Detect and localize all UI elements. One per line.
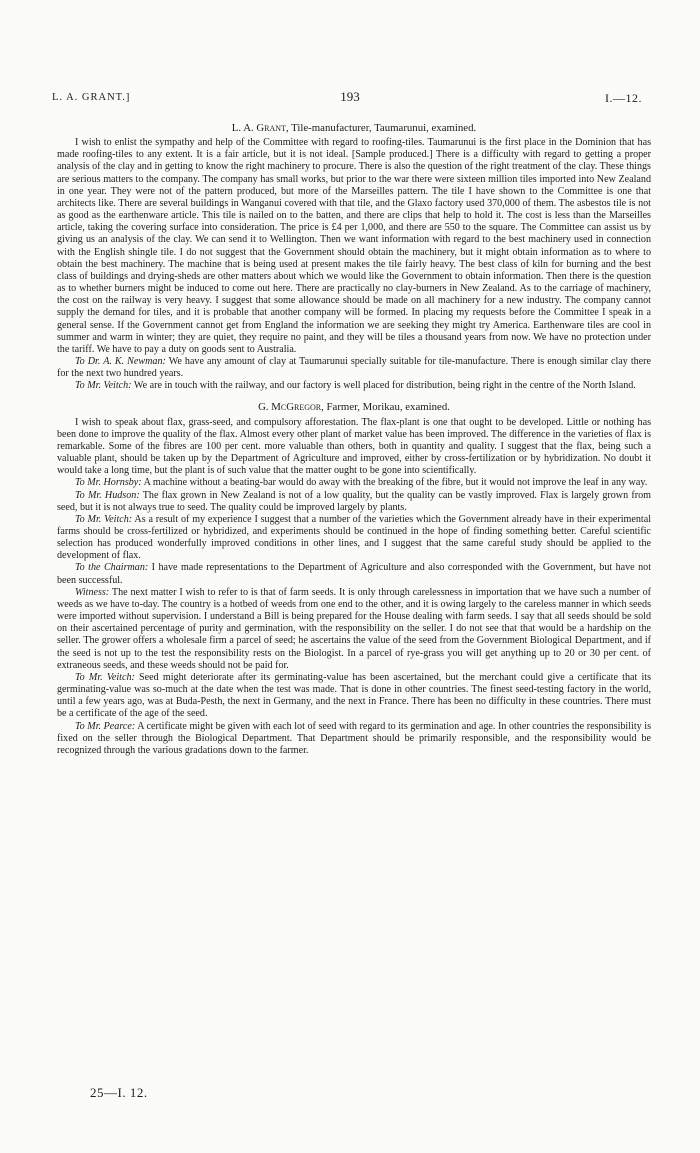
document-body	[57, 122, 651, 757]
witness-description: , Farmer, Morikau, examined.	[321, 401, 450, 414]
paragraph: To Mr. Pearce: A certificate might be given with each lot of seed with regard to its germination and age. In other countries the responsibility is fixed on the seller through the Biological Department. That Department should be primarily responsible, and the responsibility would be recognized through the various gradations down to the farmer.	[57, 720, 651, 756]
witness-name: G. McGregor	[258, 401, 322, 414]
questioner: To the Chairman:	[75, 562, 149, 574]
paragraph: To Mr. Veitch: Seed might deteriorate after its germinating-value has been ascertained, but the merchant could give a certificate that its germinating-value was so-much at the date when the test was made. That is done in other countries. The finest seed-testing factory in the world, until a few years ago, was at Buda-Pesth, the next in Germany, and the next in France. There has been no difficulty in these countries. There must be a certificate of the age of the seed.	[57, 671, 652, 720]
paragraph: Witness: The next matter I wish to refer to is that of farm seeds. It is only through carelessness in importation that we have such a number of weeds as we have to-day. The country is a hotbed of weeds from one end to the other, and it is owing largely to the careless manner in which seeds were imported without supervision. I understand a Bill is being prepared for the House dealing with farm seeds. I say that all seeds should be sold on their ascertained percentage of purity and germination, with the responsibility on the seller. I do not see that that would be a hardship on the seller. The grower offers a wholesale firm a parcel of seed; he ascertains the value of the seed from the Government Biological Department, and if the seed is not up to the test the responsibility rests on the Biologist. In a parcel of rye-grass you will get anything up to 20 or 30 per cent. of extraneous seeds, and these weeds should not be paid for.	[57, 586, 651, 671]
questioner: To Mr. Hornsby:	[75, 477, 142, 489]
questioner: To Mr. Veitch:	[75, 380, 132, 392]
paragraph: To Mr. Hudson: The flax grown in New Zealand is not of a low quality, but the quality can be vastly improved. Flax is largely grown from seed, but it is not always true to seed. The quality could be improved largely by plants.	[57, 489, 651, 513]
page-number: 193	[340, 89, 360, 104]
paragraph: To Mr. Veitch: We are in touch with the railway, and our factory is well placed for distribution, being right in the centre of the North Island.	[75, 380, 636, 392]
paragraph: To the Chairman: I have made representations to the Department of Agriculture and also corresponded with the Government, but have not been successful.	[57, 562, 651, 586]
witness-heading-mcgregor	[57, 401, 651, 413]
witness-name: L. A. Grant	[231, 122, 286, 134]
questioner: To Mr. Pearce:	[75, 720, 136, 732]
running-header-left: L. A. GRANT.]	[52, 92, 131, 103]
questioner: To Dr. A. K. Newman:	[75, 355, 166, 367]
witness-heading-grant	[57, 122, 651, 134]
questioner: Witness:	[75, 586, 110, 598]
paragraph: To Dr. A. K. Newman: We have any amount of clay at Taumarunui specially suitable for tile-manufacture. There is enough similar clay there for the next two hundred years.	[57, 355, 651, 380]
signature-mark: 25—I. 12.	[90, 1085, 148, 1100]
paragraph: I wish to enlist the sympathy and help of the Committee with regard to roofing-tiles. Taumarunui is the first place in the Dominion that has made roofing-tiles to any extent. It is a fair article, but it is not ideal. [Sample produced.] There is a difficulty with regard to getting a proper analysis of the clay and in getting to know the right machinery to procure. There is also the question of the right treatment of the clay. These things are serious matters to the company. The company has small works, but prior to the war there were sixteen million tiles imported into New Zealand in one year. They were not of the pattern produced, but more of the Marseilles pattern. The tile I have shown to the Committee is one that architects like. There are several buildings in Wanganui covered with that tile, and the Glaxo factory used 370,000 of them. The asbestos tile is not as good as the earthenware article. This tile is nailed on to the batten, and there are clips that help to hold it. The cost is less than the Marseilles article, taking the covering surface into consideration. The price is £4 per 1,000, and there are 550 to the square. The Committee can assist us by giving us an analysis of the clay. We can send it to Wellington. Then we want information with regard to the best machinery used in connection with the English shingle tile. I do not suggest that the Government should obtain the machinery, but it might obtain information as to where to obtain the best machinery. The machine that is being used at present makes the tile fairly heavy. The best class of kiln for burning and the best class of buildings and drying-sheds are other matters about which we would like the Government to obtain information. Then there is the question as to whether burners might be induced to come out here. There are practically no clay-burners in New Zealand. As to the carriage of machinery, the cost on the railway is very heavy. I suggest that some allowance should be made on all machinery for a new industry. The company cannot supply the demand for tiles, and it is probable that another company will be formed. In placing my requests before the Committee I speak in a general sense. If the Government cannot get from England the information we are seeking they might try America. Earthenware tiles are cool in summer and warm in winter; they are quiet, they require no paint, and they will be tiles a thousand years from now. We have no protection under the tariff. We have to pay a duty on goods sent to Australia.	[57, 137, 651, 355]
witness-description: , Tile-manufacturer, Taumarunui, examined.	[285, 122, 477, 134]
questioner: To Mr. Veitch:	[75, 513, 133, 525]
paragraph: I wish to speak about flax, grass-seed, and compulsory afforestation. The flax-plant is one that ought to be developed. Little or nothing has been done to improve the quality of the flax. Almost every other plant of market value has been improved. The difference in the varieties of flax is remarkable. Some of the fibres are 100 per cent. more valuable than others, both in quantity and quality. I suggest that the flax, being such a valuable plant, should be taken up by the Department of Agriculture and improved, either by cross-fertilization or by hybridization. No doubt it would take a long time, but the plant is of such value that the matter ought to be gone into scientifically.	[57, 416, 651, 477]
questioner: To Mr. Hudson:	[75, 489, 140, 501]
paragraph: To Mr. Hornsby: A machine without a beating-bar would do away with the breaking of the fibre, but it would not improve the leaf in any way.	[75, 477, 648, 489]
paragraph: To Mr. Veitch: As a result of my experience I suggest that a number of the varieties which the Government already have in their experimental farms should be cross-fertilized or hybridized, and experiments should be continued in the hope of finding something better. Careful scientific selection has produced wonderfully improved conditions in other lines, and I suggest that the same careful study should be applied to the development of flax.	[57, 513, 651, 562]
document-reference: I.—12.	[605, 91, 642, 105]
questioner: To Mr. Veitch:	[75, 671, 135, 683]
